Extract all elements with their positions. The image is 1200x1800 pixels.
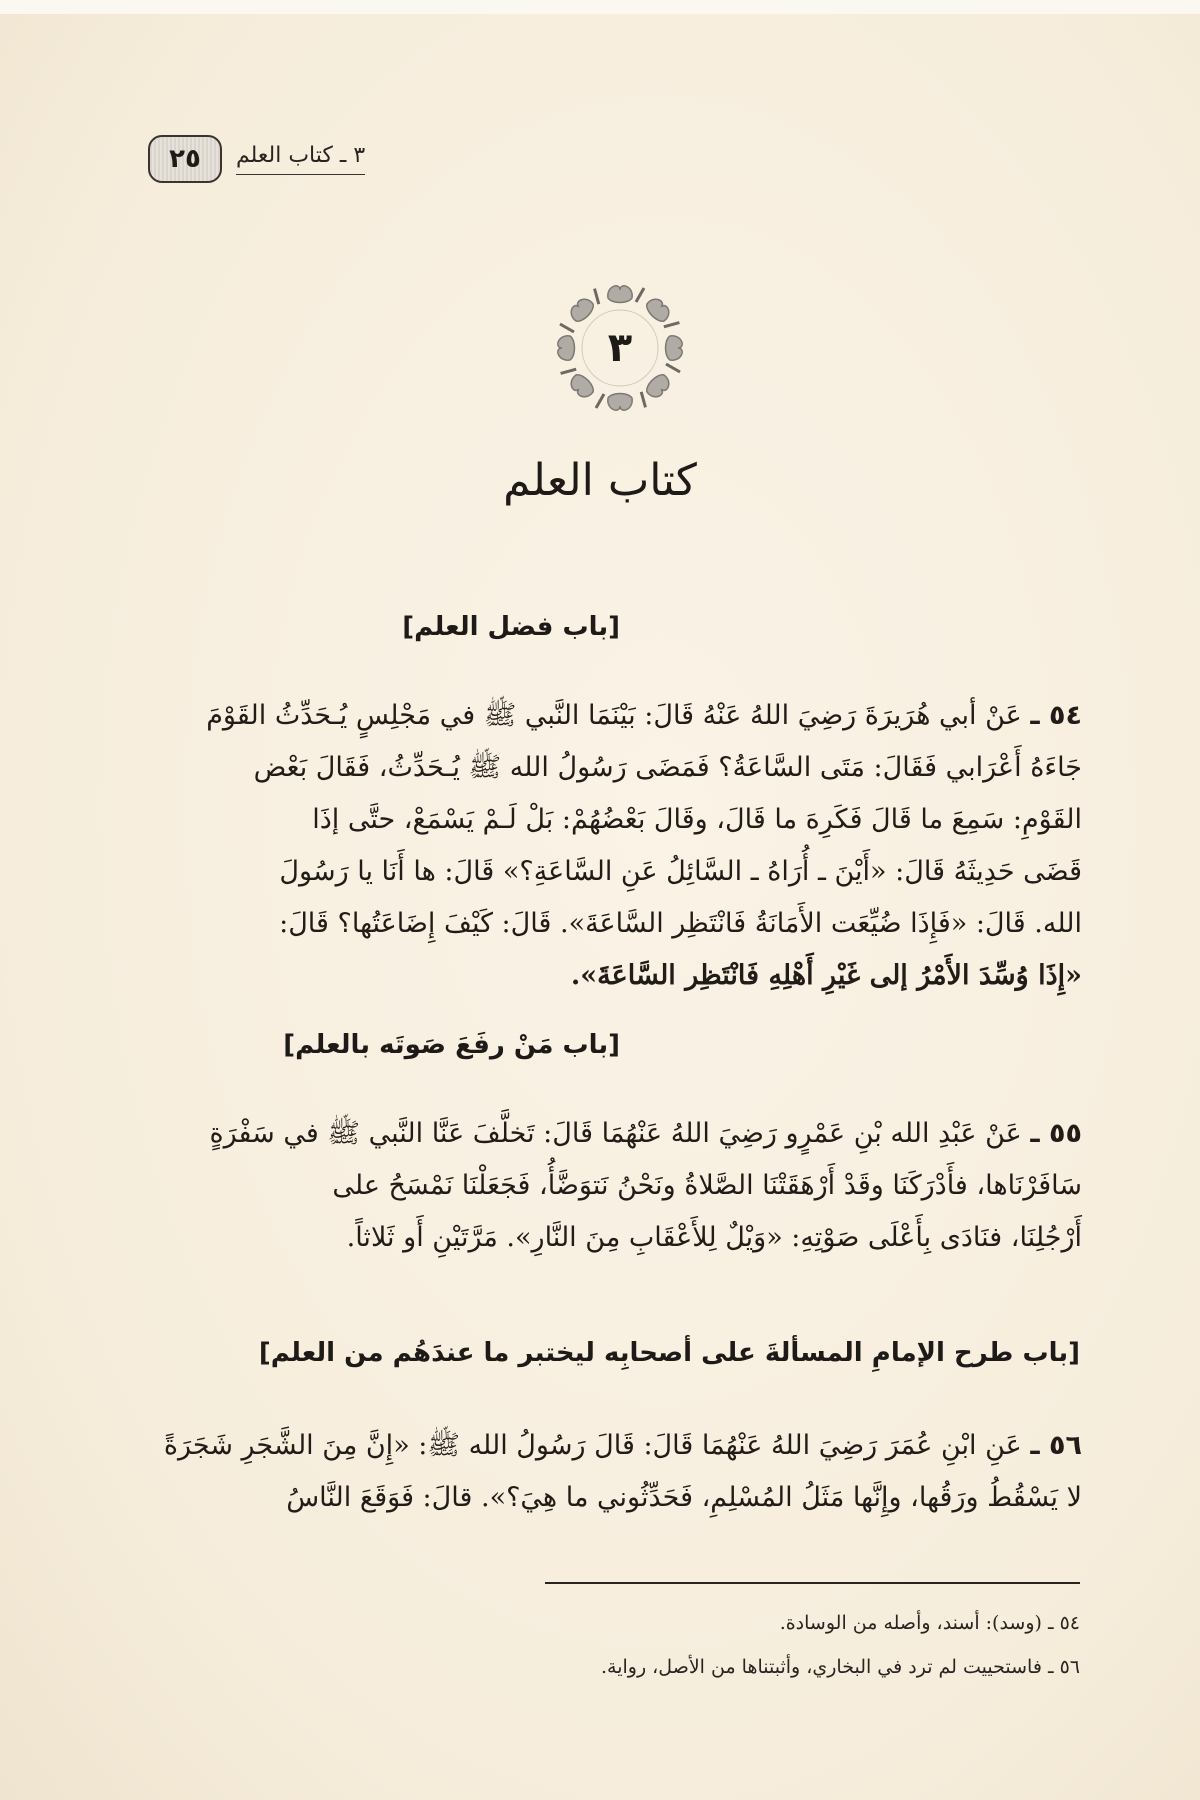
- page-number: ٢٥: [169, 144, 201, 174]
- page-top-edge: [0, 0, 1200, 14]
- hadith-number: ٥٦ ـ: [1030, 1430, 1082, 1461]
- section-heading-3: [باب طرح الإمامِ المسألةَ على أصحابِه ليختبر ما عندَهُم من العلم]: [258, 1338, 1080, 1368]
- footnote-divider: [545, 1582, 1080, 1584]
- chapter-number: ٣: [607, 325, 633, 371]
- hadith-number: ٥٥ ـ: [1030, 1118, 1082, 1149]
- running-title: ٣ ـ كتاب العلم: [236, 143, 365, 175]
- hadith-54: [142, 690, 1082, 1002]
- section-heading-1: [باب فضل العلم]: [402, 612, 620, 642]
- section-heading-2: [باب مَنْ رفَعَ صَوتَه بالعلم]: [283, 1030, 620, 1060]
- text-line: الله. قَالَ: «فَإِذَا ضُيِّعَت الأَمَانَةُ فَانْتَظِر السَّاعَةَ». قَالَ: كَيْفَ إِضَاعَتُها؟ قَالَ:: [279, 908, 1082, 939]
- floral-rosette-icon: [555, 283, 685, 413]
- page-number-badge: [148, 135, 222, 183]
- running-header: [148, 134, 365, 184]
- hadith-number: ٥٤ ـ: [1030, 700, 1082, 731]
- hadith-56: [142, 1420, 1082, 1524]
- hadith-55: [142, 1108, 1082, 1264]
- text-line: قَضَى حَدِيثَهُ قَالَ: «أَيْنَ ـ أُرَاهُ ـ السَّائِلُ عَنِ السَّاعَةِ؟» قَالَ: ها أَنَا يا رَسُولَ: [279, 856, 1082, 887]
- text-line: القَوْمِ: سَمِعَ ما قَالَ فَكَرِهَ ما قَالَ، وقَالَ بَعْضُهُمْ: بَلْ لَـمْ يَسْمَعْ، حتَّى إذَا: [312, 804, 1082, 835]
- text-line: سَافَرْنَاها، فأَدْرَكَنَا وقَدْ أَرْهَقَتْنَا الصَّلاةُ ونَحْنُ نَتوَضَّأُ، فَجَعَلْنَا نَمْسَحُ على: [332, 1170, 1082, 1201]
- text-line: ٥٦ ـ عَنِ ابْنِ عُمَرَ رَضِيَ اللهُ عَنْهُمَا قَالَ: قَالَ رَسُولُ الله ﷺ: «إِنَّ مِنَ الشَّجَرِ شَجَرَةً: [163, 1430, 1082, 1461]
- footnote-54: ٥٤ ـ (وسد): أسند، وأصله من الوسادة.: [779, 1612, 1080, 1634]
- chapter-title: كتاب العلم: [503, 455, 697, 506]
- text-line: جَاءَهُ أَعْرَابي فَقَالَ: مَتَى السَّاعَةُ؟ فَمَضَى رَسُولُ الله ﷺ يُـحَدِّثُ، فَقَالَ بَعْض: [253, 752, 1082, 783]
- text-line: ٥٤ ـ عَنْ أبي هُرَيرَةَ رَضِيَ اللهُ عَنْهُ قَالَ: بَيْنَمَا النَّبي ﷺ في مَجْلِسٍ يُـحَدِّثُ القَوْمَ: [206, 700, 1082, 731]
- text-line: «إِذَا وُسِّدَ الأَمْرُ إلى غَيْرِ أَهْلِهِ فَانْتَظِر السَّاعَةَ».: [570, 960, 1082, 991]
- text-line: أَرْجُلِنَا، فنَادَى بِأَعْلَى صَوْتِهِ: «وَيْلٌ لِلأَعْقَابِ مِنَ النَّارِ». مَرَّتَيْنِ أَو ثَلاثاً.: [346, 1222, 1082, 1253]
- text-line: لا يَسْقُطُ ورَقُها، وإِنَّها مَثَلُ المُسْلِمِ، فَحَدِّثُوني ما هِيَ؟». قالَ: فَوَقَعَ النَّاسُ: [286, 1482, 1082, 1513]
- footnote-56: ٥٦ ـ فاستحييت لم ترد في البخاري، وأثبتناها من الأصل، رواية.: [600, 1656, 1080, 1678]
- text-line: ٥٥ ـ عَنْ عَبْدِ الله بْنِ عَمْرٍو رَضِيَ اللهُ عَنْهُمَا قَالَ: تَخلَّفَ عَنَّا النَّبي ﷺ في سَفْرَةٍ: [209, 1118, 1082, 1149]
